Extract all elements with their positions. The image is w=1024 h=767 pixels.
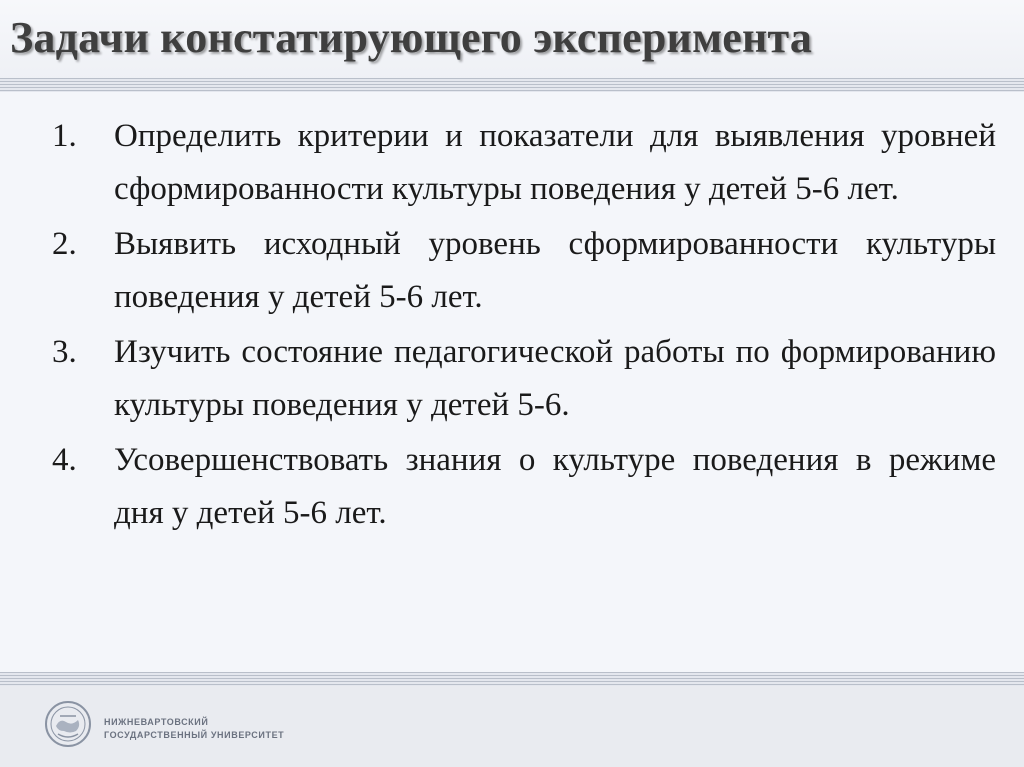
task-item (52, 326, 996, 432)
university-name-line: НИЖНЕВАРТОВСКИЙ (104, 717, 209, 727)
task-text: Выявить исходный уровень сформированности культуры поведения у детей 5-6 лет. (114, 226, 996, 315)
task-text: Определить критерии и показатели для выявления уровней сформированности культуры поведения у детей 5-6 лет. (114, 118, 996, 207)
university-emblem-icon (44, 700, 92, 748)
slide-title: Задачи констатирующего эксперимента (10, 13, 813, 62)
task-number: 4. (52, 442, 77, 478)
task-item (52, 110, 996, 216)
top-divider-stripes (0, 78, 1024, 92)
university-name-line: ГОСУДАРСТВЕННЫЙ УНИВЕРСИТЕТ (104, 730, 285, 740)
task-list (52, 110, 996, 542)
task-number: 3. (52, 334, 77, 370)
task-number: 1. (52, 118, 77, 154)
bottom-divider-stripes (0, 672, 1024, 686)
task-number: 2. (52, 226, 77, 262)
title-bar (0, 0, 1024, 82)
task-item (52, 218, 996, 324)
task-text: Изучить состояние педагогической работы по формированию культуры поведения у детей 5-6. (114, 334, 996, 423)
task-text: Усовершенствовать знания о культуре поведения в режиме дня у детей 5-6 лет. (114, 442, 996, 531)
university-name (104, 716, 284, 742)
task-item (52, 434, 996, 540)
